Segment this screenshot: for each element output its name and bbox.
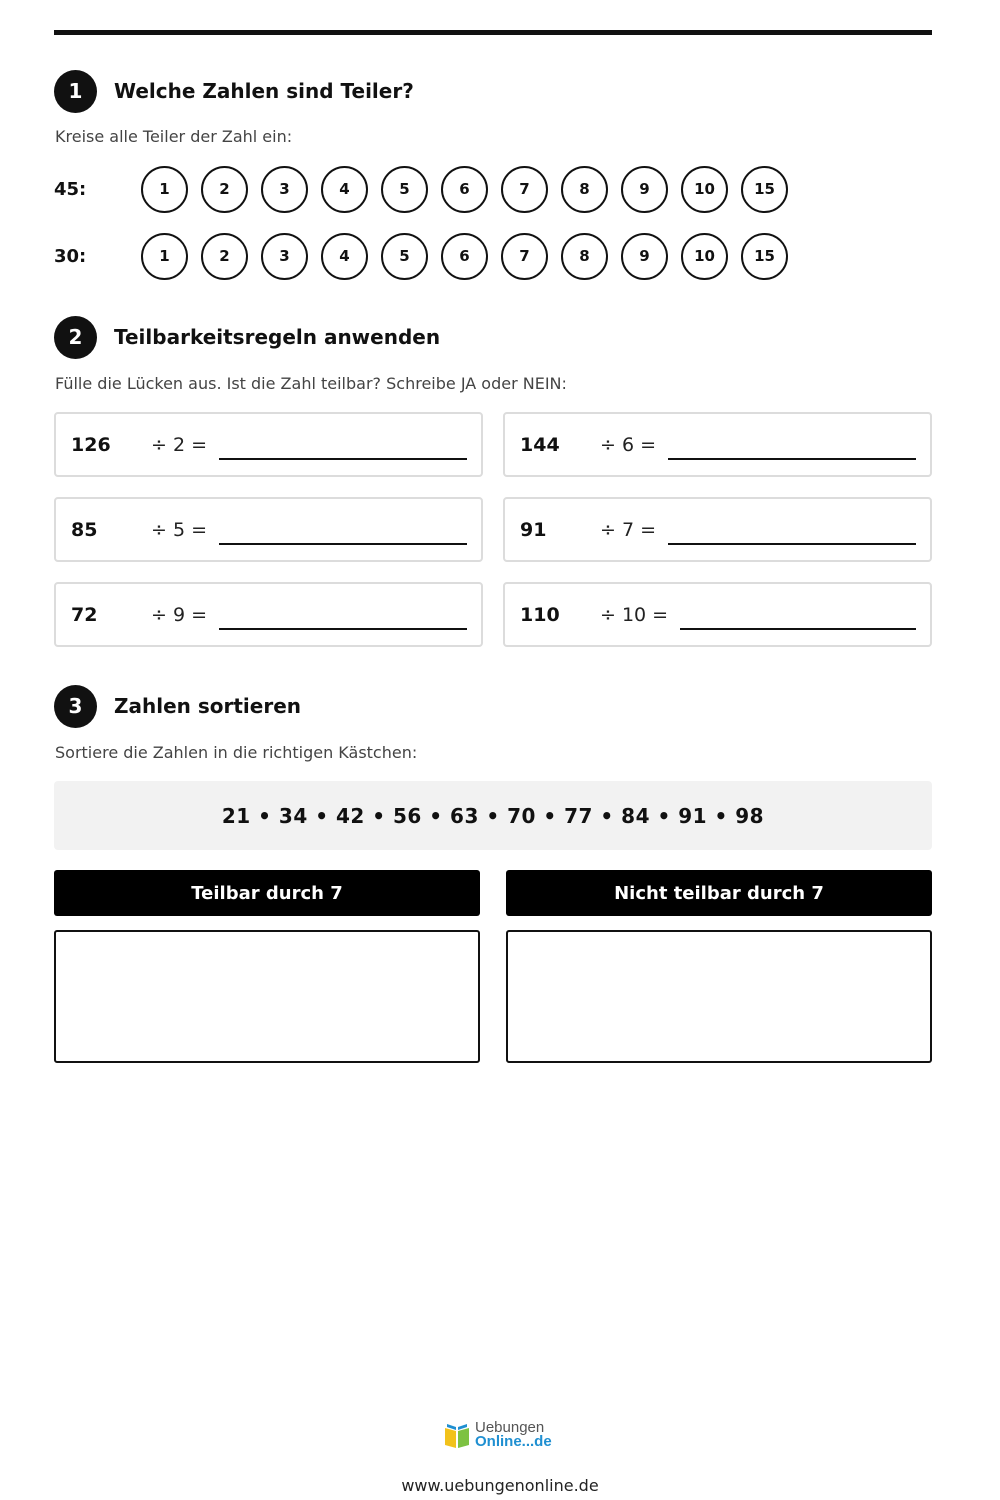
divisor-row-label: 45: — [54, 178, 87, 200]
answer-line[interactable] — [668, 543, 916, 545]
divisor-option[interactable]: 5 — [381, 166, 428, 213]
answer-line[interactable] — [668, 458, 916, 460]
divisor-option[interactable]: 1 — [141, 166, 188, 213]
divisor-option[interactable]: 6 — [441, 233, 488, 280]
dividend: 72 — [71, 603, 98, 626]
top-rule — [54, 30, 932, 35]
divisor-option[interactable]: 4 — [321, 233, 368, 280]
division-task — [503, 582, 932, 647]
dividend: 126 — [71, 433, 111, 456]
site-logo — [443, 1418, 563, 1452]
divisor-option[interactable]: 8 — [561, 166, 608, 213]
sort-column-header-divisible: Teilbar durch 7 — [54, 870, 480, 916]
section-number-badge: 2 — [54, 316, 97, 359]
division-operator: ÷ 5 = — [151, 518, 208, 541]
dividend: 110 — [520, 603, 560, 626]
answer-line[interactable] — [680, 628, 916, 630]
section-title: Teilbarkeitsregeln anwenden — [114, 325, 441, 349]
divisor-option[interactable]: 9 — [621, 233, 668, 280]
division-operator: ÷ 7 = — [600, 518, 657, 541]
section-1-header — [54, 69, 414, 113]
divisor-option[interactable]: 15 — [741, 233, 788, 280]
dividend: 85 — [71, 518, 98, 541]
division-task — [54, 412, 483, 477]
divisor-option[interactable]: 7 — [501, 233, 548, 280]
book-icon — [443, 1420, 471, 1450]
section-number-badge: 1 — [54, 70, 97, 113]
divisor-option[interactable]: 6 — [441, 166, 488, 213]
answer-line[interactable] — [219, 543, 467, 545]
section-instruction: Fülle die Lücken aus. Ist die Zahl teilbar? Schreibe JA oder NEIN: — [55, 374, 567, 393]
divisor-option[interactable]: 4 — [321, 166, 368, 213]
divisor-option[interactable]: 3 — [261, 233, 308, 280]
division-task — [54, 582, 483, 647]
section-title: Welche Zahlen sind Teiler? — [114, 79, 414, 103]
footer-url[interactable]: www.uebungenonline.de — [401, 1476, 599, 1495]
sort-box-not-divisible[interactable] — [506, 930, 932, 1063]
divisor-row — [54, 165, 801, 213]
answer-line[interactable] — [219, 628, 467, 630]
division-task — [503, 497, 932, 562]
dividend: 144 — [520, 433, 560, 456]
division-task — [503, 412, 932, 477]
dividend: 91 — [520, 518, 547, 541]
section-number-badge: 3 — [54, 685, 97, 728]
logo-text-top: Uebungen — [475, 1419, 545, 1436]
division-operator: ÷ 9 = — [151, 603, 208, 626]
division-operator: ÷ 2 = — [151, 433, 208, 456]
divisor-option[interactable]: 15 — [741, 166, 788, 213]
divisor-option[interactable]: 10 — [681, 166, 728, 213]
division-operator: ÷ 10 = — [600, 603, 669, 626]
divisor-option[interactable]: 1 — [141, 233, 188, 280]
section-3-header — [54, 684, 301, 728]
divisor-option[interactable]: 7 — [501, 166, 548, 213]
divisor-option[interactable]: 2 — [201, 166, 248, 213]
number-pool: 21 • 34 • 42 • 56 • 63 • 70 • 77 • 84 • 91 • 98 — [54, 781, 932, 850]
logo-text-bottom: Online...de — [475, 1433, 552, 1450]
divisor-option[interactable]: 9 — [621, 166, 668, 213]
section-2-header — [54, 315, 440, 359]
sort-box-divisible[interactable] — [54, 930, 480, 1063]
answer-line[interactable] — [219, 458, 467, 460]
sort-column-header-not-divisible: Nicht teilbar durch 7 — [506, 870, 932, 916]
divisor-option[interactable]: 10 — [681, 233, 728, 280]
divisor-option[interactable]: 3 — [261, 166, 308, 213]
section-instruction: Sortiere die Zahlen in die richtigen Kästchen: — [55, 743, 418, 762]
divisor-row — [54, 232, 801, 280]
section-instruction: Kreise alle Teiler der Zahl ein: — [55, 127, 293, 146]
section-title: Zahlen sortieren — [114, 694, 302, 718]
division-operator: ÷ 6 = — [600, 433, 657, 456]
divisor-option[interactable]: 5 — [381, 233, 428, 280]
divisor-option[interactable]: 2 — [201, 233, 248, 280]
divisor-row-label: 30: — [54, 245, 87, 267]
divisor-option[interactable]: 8 — [561, 233, 608, 280]
division-task — [54, 497, 483, 562]
